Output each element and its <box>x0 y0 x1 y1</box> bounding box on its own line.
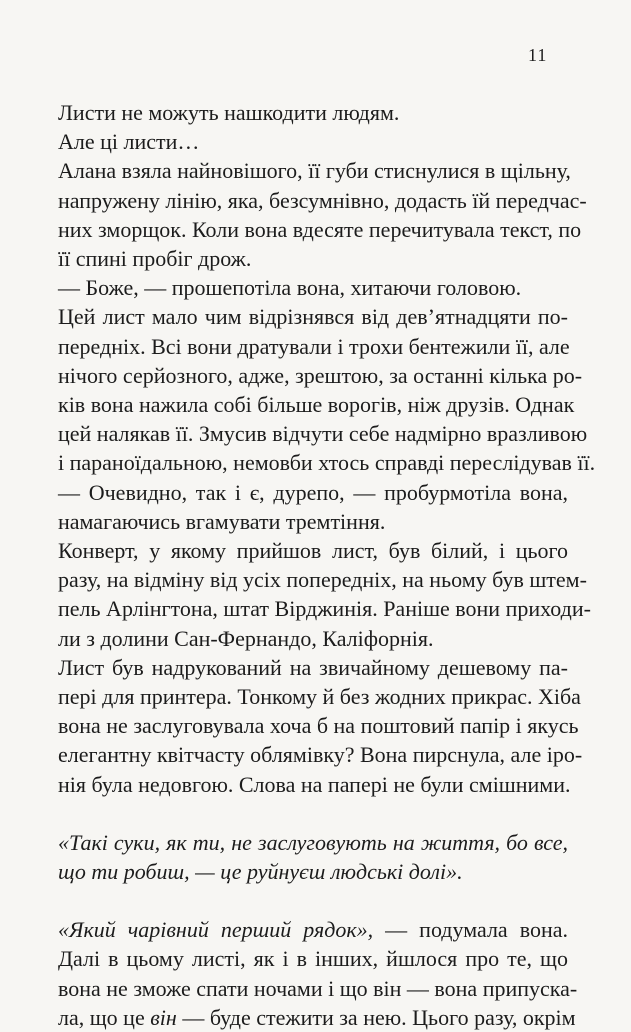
text-line: Конверт, у якому прийшов лист, був білий, і цього <box>58 538 568 564</box>
text-line: Лист був надрукований на звичайному дешевому па- <box>58 654 568 680</box>
italic-quote: «Який чарівний перший рядок», <box>58 917 374 943</box>
closing-paragraph <box>58 915 578 1032</box>
text-fragment: — подумала вона. <box>373 917 568 943</box>
text-line: «Такі суки, як ти, не заслуговують на життя, бо все, <box>58 829 568 855</box>
body-text <box>58 98 596 1032</box>
text-line: Алана взяла найновішого, її губи стиснулися в щільну, <box>58 158 571 184</box>
text-line: Цей лист мало чим відрізнявся від дев’ятнадцяти по- <box>58 304 568 330</box>
text-line: цей налякав її. Змусив відчути себе надмірно вразливою <box>58 421 588 447</box>
text-line: і параноїдальною, немовби хтось справді переслідував її. <box>58 450 596 476</box>
text-line: ків вона нажила собі більше ворогів, ніж друзів. Однак <box>58 392 575 418</box>
text-fragment: — буде стежити за нею. Цього разу, окрім <box>176 1004 576 1030</box>
quoted-letter <box>58 828 568 886</box>
italic-word: він <box>150 1004 177 1030</box>
text-line: елегантну квітчасту облямівку? Вона пирснула, але іро- <box>58 742 583 768</box>
text-line <box>58 1003 576 1032</box>
text-line: разу, на відміну від усіх попередніх, на ньому був штем- <box>58 567 587 593</box>
main-paragraphs <box>58 98 596 799</box>
text-line <box>58 915 568 944</box>
text-line: ли з долини Сан-Фернандо, Каліфорнія. <box>58 625 434 651</box>
text-line: вона не зможе спати ночами і що він — вона припуска- <box>58 975 578 1001</box>
text-line: пель Арлінгтона, штат Вірджинія. Раніше вони приходи- <box>58 596 591 622</box>
text-line: Але ці листи… <box>58 129 200 155</box>
text-line: що ти робиш, — це руйнуєш людські долі». <box>58 859 463 885</box>
text-line: вона не заслуговувала хоча б на поштовий папір і якусь <box>58 713 579 739</box>
text-line: напружену лінію, яка, безсумнівно, додасть їй передчас- <box>58 187 587 213</box>
text-line: її спині пробіг дрож. <box>58 246 252 272</box>
text-line: намагаючись вгамувати тремтіння. <box>58 508 386 534</box>
text-line: — Очевидно, так і є, дурепо, — пробурмотіла вона, <box>58 479 568 505</box>
text-line: них зморщок. Коли вона вдесяте перечитувала текст, по <box>58 216 582 242</box>
text-line: передніх. Всі вони дратували і трохи бентежили її, але <box>58 333 570 359</box>
text-line: нічого серйозного, адже, зрештою, за останні кілька ро- <box>58 362 583 388</box>
text-line: нія була недовгою. Слова на папері не були смішними. <box>58 771 571 797</box>
text-fragment: ла, що це <box>58 1004 151 1030</box>
text-line: Листи не можуть нашкодити людям. <box>58 100 400 125</box>
text-line: пері для принтера. Тонкому й без жодних прикрас. Хіба <box>58 684 581 710</box>
text-line: Далі в цьому листі, як і в інших, йшлося про те, що <box>58 946 568 972</box>
spacer <box>58 799 568 828</box>
page-number: 11 <box>528 45 548 65</box>
spacer <box>58 886 568 915</box>
text-line: — Боже, — прошепотіла вона, хитаючи головою. <box>58 275 522 301</box>
